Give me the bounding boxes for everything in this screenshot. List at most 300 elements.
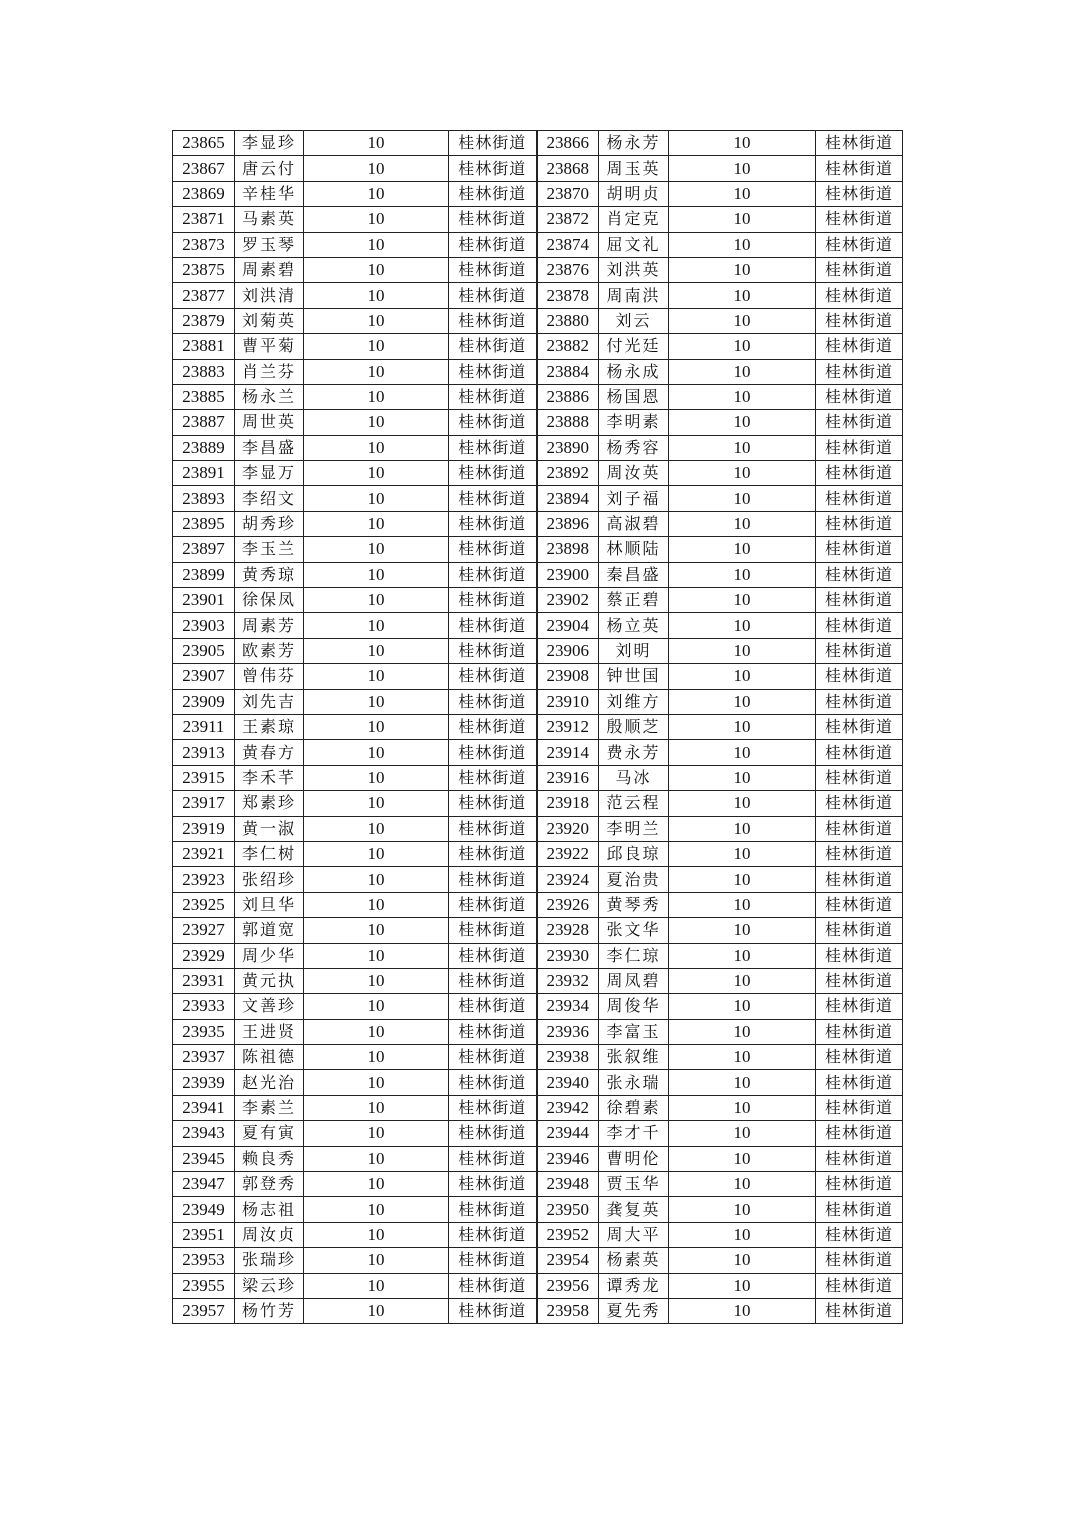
record-id-cell: 23929 xyxy=(173,943,235,968)
amount-cell: 10 xyxy=(669,664,816,689)
subdistrict-cell: 桂林街道 xyxy=(449,1222,537,1247)
record-id-cell: 23878 xyxy=(537,283,599,308)
amount-cell: 10 xyxy=(669,968,816,993)
subdistrict-cell: 桂林街道 xyxy=(449,1197,537,1222)
record-id-cell: 23891 xyxy=(173,461,235,486)
subdistrict-cell: 桂林街道 xyxy=(816,588,903,613)
amount-cell: 10 xyxy=(304,207,449,232)
person-name-cell: 杨素英 xyxy=(599,1248,669,1273)
person-name-cell: 李明兰 xyxy=(599,816,669,841)
amount-cell: 10 xyxy=(669,689,816,714)
subdistrict-cell: 桂林街道 xyxy=(816,1121,903,1146)
table-row xyxy=(173,740,903,765)
subdistrict-cell: 桂林街道 xyxy=(816,689,903,714)
amount-cell: 10 xyxy=(669,156,816,181)
record-id-cell: 23940 xyxy=(537,1070,599,1095)
record-id-cell: 23885 xyxy=(173,384,235,409)
subdistrict-cell: 桂林街道 xyxy=(449,131,537,156)
record-id-cell: 23881 xyxy=(173,334,235,359)
record-id-cell: 23951 xyxy=(173,1222,235,1247)
person-name-cell: 胡秀珍 xyxy=(235,511,304,536)
amount-cell: 10 xyxy=(304,283,449,308)
record-id-cell: 23927 xyxy=(173,918,235,943)
amount-cell: 10 xyxy=(669,537,816,562)
amount-cell: 10 xyxy=(669,1070,816,1095)
subdistrict-cell: 桂林街道 xyxy=(449,943,537,968)
record-id-cell: 23871 xyxy=(173,207,235,232)
amount-cell: 10 xyxy=(669,562,816,587)
subdistrict-cell: 桂林街道 xyxy=(816,841,903,866)
subdistrict-cell: 桂林街道 xyxy=(816,816,903,841)
subdistrict-cell: 桂林街道 xyxy=(816,765,903,790)
amount-cell: 10 xyxy=(304,740,449,765)
amount-cell: 10 xyxy=(669,943,816,968)
amount-cell: 10 xyxy=(304,689,449,714)
record-id-cell: 23883 xyxy=(173,359,235,384)
amount-cell: 10 xyxy=(669,867,816,892)
amount-cell: 10 xyxy=(669,638,816,663)
subdistrict-cell: 桂林街道 xyxy=(816,1298,903,1323)
person-name-cell: 龚复英 xyxy=(599,1197,669,1222)
person-name-cell: 黄春方 xyxy=(235,740,304,765)
subdistrict-cell: 桂林街道 xyxy=(449,257,537,282)
record-id-cell: 23955 xyxy=(173,1273,235,1298)
amount-cell: 10 xyxy=(669,1172,816,1197)
record-id-cell: 23932 xyxy=(537,968,599,993)
person-name-cell: 周汝贞 xyxy=(235,1222,304,1247)
subdistrict-cell: 桂林街道 xyxy=(816,1197,903,1222)
person-name-cell: 蔡正碧 xyxy=(599,588,669,613)
record-id-cell: 23895 xyxy=(173,511,235,536)
subdistrict-cell: 桂林街道 xyxy=(449,892,537,917)
person-name-cell: 罗玉琴 xyxy=(235,232,304,257)
amount-cell: 10 xyxy=(669,1222,816,1247)
person-name-cell: 黄琴秀 xyxy=(599,892,669,917)
subdistrict-cell: 桂林街道 xyxy=(816,511,903,536)
table-row xyxy=(173,1172,903,1197)
subdistrict-cell: 桂林街道 xyxy=(816,410,903,435)
person-name-cell: 李显万 xyxy=(235,461,304,486)
amount-cell: 10 xyxy=(304,1222,449,1247)
amount-cell: 10 xyxy=(304,892,449,917)
amount-cell: 10 xyxy=(304,486,449,511)
person-name-cell: 梁云珍 xyxy=(235,1273,304,1298)
amount-cell: 10 xyxy=(304,232,449,257)
subdistrict-cell: 桂林街道 xyxy=(816,435,903,460)
person-name-cell: 李才千 xyxy=(599,1121,669,1146)
table-row xyxy=(173,384,903,409)
subdistrict-cell: 桂林街道 xyxy=(449,1121,537,1146)
person-name-cell: 刘洪英 xyxy=(599,257,669,282)
record-id-cell: 23900 xyxy=(537,562,599,587)
subdistrict-cell: 桂林街道 xyxy=(449,435,537,460)
subdistrict-cell: 桂林街道 xyxy=(816,537,903,562)
table-row xyxy=(173,1045,903,1070)
amount-cell: 10 xyxy=(304,1095,449,1120)
table-row xyxy=(173,892,903,917)
subdistrict-cell: 桂林街道 xyxy=(816,740,903,765)
subdistrict-cell: 桂林街道 xyxy=(816,131,903,156)
amount-cell: 10 xyxy=(304,435,449,460)
subdistrict-cell: 桂林街道 xyxy=(816,714,903,739)
person-name-cell: 秦昌盛 xyxy=(599,562,669,587)
table-row xyxy=(173,156,903,181)
table-row xyxy=(173,1095,903,1120)
subdistrict-cell: 桂林街道 xyxy=(449,410,537,435)
table-row xyxy=(173,283,903,308)
amount-cell: 10 xyxy=(304,308,449,333)
record-id-cell: 23933 xyxy=(173,994,235,1019)
table-row xyxy=(173,207,903,232)
person-name-cell: 付光廷 xyxy=(599,334,669,359)
table-row xyxy=(173,181,903,206)
person-name-cell: 杨秀容 xyxy=(599,435,669,460)
subdistrict-cell: 桂林街道 xyxy=(816,359,903,384)
record-id-cell: 23920 xyxy=(537,816,599,841)
person-name-cell: 马素英 xyxy=(235,207,304,232)
amount-cell: 10 xyxy=(304,359,449,384)
subdistrict-cell: 桂林街道 xyxy=(449,1095,537,1120)
table-row xyxy=(173,334,903,359)
subdistrict-cell: 桂林街道 xyxy=(449,1146,537,1171)
person-name-cell: 文善珍 xyxy=(235,994,304,1019)
person-name-cell: 杨立英 xyxy=(599,613,669,638)
person-name-cell: 刘旦华 xyxy=(235,892,304,917)
record-id-cell: 23914 xyxy=(537,740,599,765)
person-name-cell: 马冰 xyxy=(599,765,669,790)
record-id-cell: 23867 xyxy=(173,156,235,181)
amount-cell: 10 xyxy=(304,1197,449,1222)
person-name-cell: 周南洪 xyxy=(599,283,669,308)
record-id-cell: 23911 xyxy=(173,714,235,739)
record-id-cell: 23936 xyxy=(537,1019,599,1044)
subdistrict-cell: 桂林街道 xyxy=(816,1070,903,1095)
person-name-cell: 周凤碧 xyxy=(599,968,669,993)
person-name-cell: 李显珍 xyxy=(235,131,304,156)
amount-cell: 10 xyxy=(669,131,816,156)
table-row xyxy=(173,257,903,282)
subdistrict-cell: 桂林街道 xyxy=(816,638,903,663)
subdistrict-cell: 桂林街道 xyxy=(816,232,903,257)
record-id-cell: 23901 xyxy=(173,588,235,613)
amount-cell: 10 xyxy=(304,1045,449,1070)
subdistrict-cell: 桂林街道 xyxy=(449,1019,537,1044)
amount-cell: 10 xyxy=(669,1146,816,1171)
table-row xyxy=(173,435,903,460)
table-row xyxy=(173,1019,903,1044)
table-row xyxy=(173,1121,903,1146)
record-id-cell: 23896 xyxy=(537,511,599,536)
subdistrict-cell: 桂林街道 xyxy=(816,562,903,587)
record-id-cell: 23934 xyxy=(537,994,599,1019)
person-name-cell: 郑素珍 xyxy=(235,791,304,816)
person-name-cell: 李富玉 xyxy=(599,1019,669,1044)
subdistrict-cell: 桂林街道 xyxy=(816,334,903,359)
amount-cell: 10 xyxy=(304,410,449,435)
subdistrict-cell: 桂林街道 xyxy=(449,1172,537,1197)
subdistrict-cell: 桂林街道 xyxy=(449,537,537,562)
record-id-cell: 23884 xyxy=(537,359,599,384)
subdistrict-cell: 桂林街道 xyxy=(449,918,537,943)
table-row xyxy=(173,562,903,587)
table-row xyxy=(173,588,903,613)
person-name-cell: 陈祖德 xyxy=(235,1045,304,1070)
amount-cell: 10 xyxy=(669,308,816,333)
person-name-cell: 李素兰 xyxy=(235,1095,304,1120)
amount-cell: 10 xyxy=(669,1019,816,1044)
person-name-cell: 徐碧素 xyxy=(599,1095,669,1120)
amount-cell: 10 xyxy=(669,486,816,511)
record-id-cell: 23943 xyxy=(173,1121,235,1146)
record-id-cell: 23958 xyxy=(537,1298,599,1323)
table-row xyxy=(173,994,903,1019)
record-id-cell: 23890 xyxy=(537,435,599,460)
amount-cell: 10 xyxy=(669,384,816,409)
person-name-cell: 郭登秀 xyxy=(235,1172,304,1197)
person-name-cell: 王素琼 xyxy=(235,714,304,739)
record-id-cell: 23874 xyxy=(537,232,599,257)
record-id-cell: 23945 xyxy=(173,1146,235,1171)
person-name-cell: 夏治贵 xyxy=(599,867,669,892)
record-id-cell: 23897 xyxy=(173,537,235,562)
person-name-cell: 李绍文 xyxy=(235,486,304,511)
table-row xyxy=(173,841,903,866)
amount-cell: 10 xyxy=(304,1248,449,1273)
subdistrict-cell: 桂林街道 xyxy=(816,664,903,689)
subdistrict-cell: 桂林街道 xyxy=(816,1045,903,1070)
person-name-cell: 杨国恩 xyxy=(599,384,669,409)
record-id-cell: 23942 xyxy=(537,1095,599,1120)
amount-cell: 10 xyxy=(669,994,816,1019)
record-id-cell: 23873 xyxy=(173,232,235,257)
person-name-cell: 钟世国 xyxy=(599,664,669,689)
subdistrict-cell: 桂林街道 xyxy=(449,1248,537,1273)
subdistrict-cell: 桂林街道 xyxy=(816,867,903,892)
subdistrict-cell: 桂林街道 xyxy=(449,181,537,206)
subdistrict-cell: 桂林街道 xyxy=(449,588,537,613)
subdistrict-cell: 桂林街道 xyxy=(449,740,537,765)
table-row xyxy=(173,816,903,841)
amount-cell: 10 xyxy=(669,1248,816,1273)
person-name-cell: 张永瑞 xyxy=(599,1070,669,1095)
person-name-cell: 刘明 xyxy=(599,638,669,663)
person-name-cell: 徐保凤 xyxy=(235,588,304,613)
table-row xyxy=(173,689,903,714)
table-row xyxy=(173,359,903,384)
table-row xyxy=(173,918,903,943)
person-name-cell: 肖兰芬 xyxy=(235,359,304,384)
person-name-cell: 黄元执 xyxy=(235,968,304,993)
subdistrict-cell: 桂林街道 xyxy=(449,791,537,816)
record-id-cell: 23919 xyxy=(173,816,235,841)
amount-cell: 10 xyxy=(669,1045,816,1070)
amount-cell: 10 xyxy=(304,867,449,892)
table-row xyxy=(173,1146,903,1171)
subdistrict-cell: 桂林街道 xyxy=(449,486,537,511)
amount-cell: 10 xyxy=(669,588,816,613)
person-name-cell: 夏先秀 xyxy=(599,1298,669,1323)
table-row xyxy=(173,968,903,993)
amount-cell: 10 xyxy=(304,1019,449,1044)
subdistrict-cell: 桂林街道 xyxy=(816,791,903,816)
amount-cell: 10 xyxy=(304,994,449,1019)
record-id-cell: 23877 xyxy=(173,283,235,308)
amount-cell: 10 xyxy=(304,562,449,587)
record-id-cell: 23909 xyxy=(173,689,235,714)
person-name-cell: 周素碧 xyxy=(235,257,304,282)
record-id-cell: 23913 xyxy=(173,740,235,765)
subdistrict-cell: 桂林街道 xyxy=(816,384,903,409)
record-id-cell: 23902 xyxy=(537,588,599,613)
table-row xyxy=(173,765,903,790)
table-row xyxy=(173,1248,903,1273)
person-name-cell: 夏有寅 xyxy=(235,1121,304,1146)
amount-cell: 10 xyxy=(669,257,816,282)
amount-cell: 10 xyxy=(304,461,449,486)
amount-cell: 10 xyxy=(669,791,816,816)
record-id-cell: 23950 xyxy=(537,1197,599,1222)
record-id-cell: 23892 xyxy=(537,461,599,486)
person-name-cell: 张叙维 xyxy=(599,1045,669,1070)
person-name-cell: 杨永芳 xyxy=(599,131,669,156)
subdistrict-cell: 桂林街道 xyxy=(816,613,903,638)
amount-cell: 10 xyxy=(304,765,449,790)
record-id-cell: 23928 xyxy=(537,918,599,943)
person-name-cell: 欧素芳 xyxy=(235,638,304,663)
amount-cell: 10 xyxy=(304,943,449,968)
table-row xyxy=(173,1070,903,1095)
person-name-cell: 刘先吉 xyxy=(235,689,304,714)
person-name-cell: 郭道宽 xyxy=(235,918,304,943)
amount-cell: 10 xyxy=(304,334,449,359)
subdistrict-cell: 桂林街道 xyxy=(816,486,903,511)
amount-cell: 10 xyxy=(669,207,816,232)
record-id-cell: 23923 xyxy=(173,867,235,892)
subdistrict-cell: 桂林街道 xyxy=(449,359,537,384)
amount-cell: 10 xyxy=(669,511,816,536)
person-name-cell: 李禾芊 xyxy=(235,765,304,790)
record-id-cell: 23889 xyxy=(173,435,235,460)
person-name-cell: 刘子福 xyxy=(599,486,669,511)
person-name-cell: 杨永兰 xyxy=(235,384,304,409)
table-row xyxy=(173,410,903,435)
amount-cell: 10 xyxy=(304,181,449,206)
record-id-cell: 23916 xyxy=(537,765,599,790)
subdistrict-cell: 桂林街道 xyxy=(449,613,537,638)
table-row xyxy=(173,511,903,536)
record-id-cell: 23869 xyxy=(173,181,235,206)
person-name-cell: 李昌盛 xyxy=(235,435,304,460)
record-id-cell: 23876 xyxy=(537,257,599,282)
person-name-cell: 周少华 xyxy=(235,943,304,968)
person-name-cell: 周素芳 xyxy=(235,613,304,638)
subdistrict-cell: 桂林街道 xyxy=(816,918,903,943)
record-id-cell: 23898 xyxy=(537,537,599,562)
record-id-cell: 23865 xyxy=(173,131,235,156)
record-id-cell: 23903 xyxy=(173,613,235,638)
record-id-cell: 23931 xyxy=(173,968,235,993)
amount-cell: 10 xyxy=(304,257,449,282)
subdistrict-cell: 桂林街道 xyxy=(816,1248,903,1273)
record-id-cell: 23944 xyxy=(537,1121,599,1146)
person-name-cell: 曾伟芬 xyxy=(235,664,304,689)
amount-cell: 10 xyxy=(669,435,816,460)
amount-cell: 10 xyxy=(669,841,816,866)
person-name-cell: 黄一淑 xyxy=(235,816,304,841)
amount-cell: 10 xyxy=(304,156,449,181)
record-id-cell: 23866 xyxy=(537,131,599,156)
amount-cell: 10 xyxy=(669,765,816,790)
amount-cell: 10 xyxy=(669,816,816,841)
record-id-cell: 23907 xyxy=(173,664,235,689)
record-id-cell: 23937 xyxy=(173,1045,235,1070)
record-id-cell: 23904 xyxy=(537,613,599,638)
amount-cell: 10 xyxy=(669,714,816,739)
record-id-cell: 23953 xyxy=(173,1248,235,1273)
record-id-cell: 23912 xyxy=(537,714,599,739)
subdistrict-cell: 桂林街道 xyxy=(816,1146,903,1171)
person-name-cell: 屈文礼 xyxy=(599,232,669,257)
subdistrict-cell: 桂林街道 xyxy=(449,232,537,257)
person-name-cell: 范云程 xyxy=(599,791,669,816)
record-id-cell: 23917 xyxy=(173,791,235,816)
subdistrict-cell: 桂林街道 xyxy=(816,257,903,282)
record-id-cell: 23925 xyxy=(173,892,235,917)
table-row xyxy=(173,131,903,156)
table-row xyxy=(173,308,903,333)
table-row xyxy=(173,943,903,968)
record-id-cell: 23957 xyxy=(173,1298,235,1323)
amount-cell: 10 xyxy=(304,1172,449,1197)
subdistrict-cell: 桂林街道 xyxy=(816,892,903,917)
person-name-cell: 曹明伦 xyxy=(599,1146,669,1171)
record-id-cell: 23939 xyxy=(173,1070,235,1095)
table-row xyxy=(173,867,903,892)
record-id-cell: 23941 xyxy=(173,1095,235,1120)
amount-cell: 10 xyxy=(304,1273,449,1298)
record-id-cell: 23886 xyxy=(537,384,599,409)
subdistrict-cell: 桂林街道 xyxy=(449,689,537,714)
person-name-cell: 刘云 xyxy=(599,308,669,333)
record-id-cell: 23921 xyxy=(173,841,235,866)
person-name-cell: 张绍珍 xyxy=(235,867,304,892)
subdistrict-cell: 桂林街道 xyxy=(449,816,537,841)
person-name-cell: 唐云付 xyxy=(235,156,304,181)
amount-cell: 10 xyxy=(669,181,816,206)
person-name-cell: 殷顺芝 xyxy=(599,714,669,739)
table-row xyxy=(173,1298,903,1323)
record-id-cell: 23880 xyxy=(537,308,599,333)
table-row xyxy=(173,613,903,638)
person-name-cell: 周俊华 xyxy=(599,994,669,1019)
amount-cell: 10 xyxy=(669,461,816,486)
subdistrict-cell: 桂林街道 xyxy=(449,1045,537,1070)
table-row xyxy=(173,638,903,663)
amount-cell: 10 xyxy=(669,740,816,765)
subdistrict-cell: 桂林街道 xyxy=(449,664,537,689)
subdistrict-cell: 桂林街道 xyxy=(449,765,537,790)
amount-cell: 10 xyxy=(304,664,449,689)
subdistrict-cell: 桂林街道 xyxy=(449,334,537,359)
person-name-cell: 费永芳 xyxy=(599,740,669,765)
person-name-cell: 邱良琼 xyxy=(599,841,669,866)
amount-cell: 10 xyxy=(304,841,449,866)
subdistrict-cell: 桂林街道 xyxy=(816,308,903,333)
record-id-cell: 23887 xyxy=(173,410,235,435)
person-name-cell: 林顺陆 xyxy=(599,537,669,562)
record-id-cell: 23938 xyxy=(537,1045,599,1070)
person-name-cell: 刘维方 xyxy=(599,689,669,714)
